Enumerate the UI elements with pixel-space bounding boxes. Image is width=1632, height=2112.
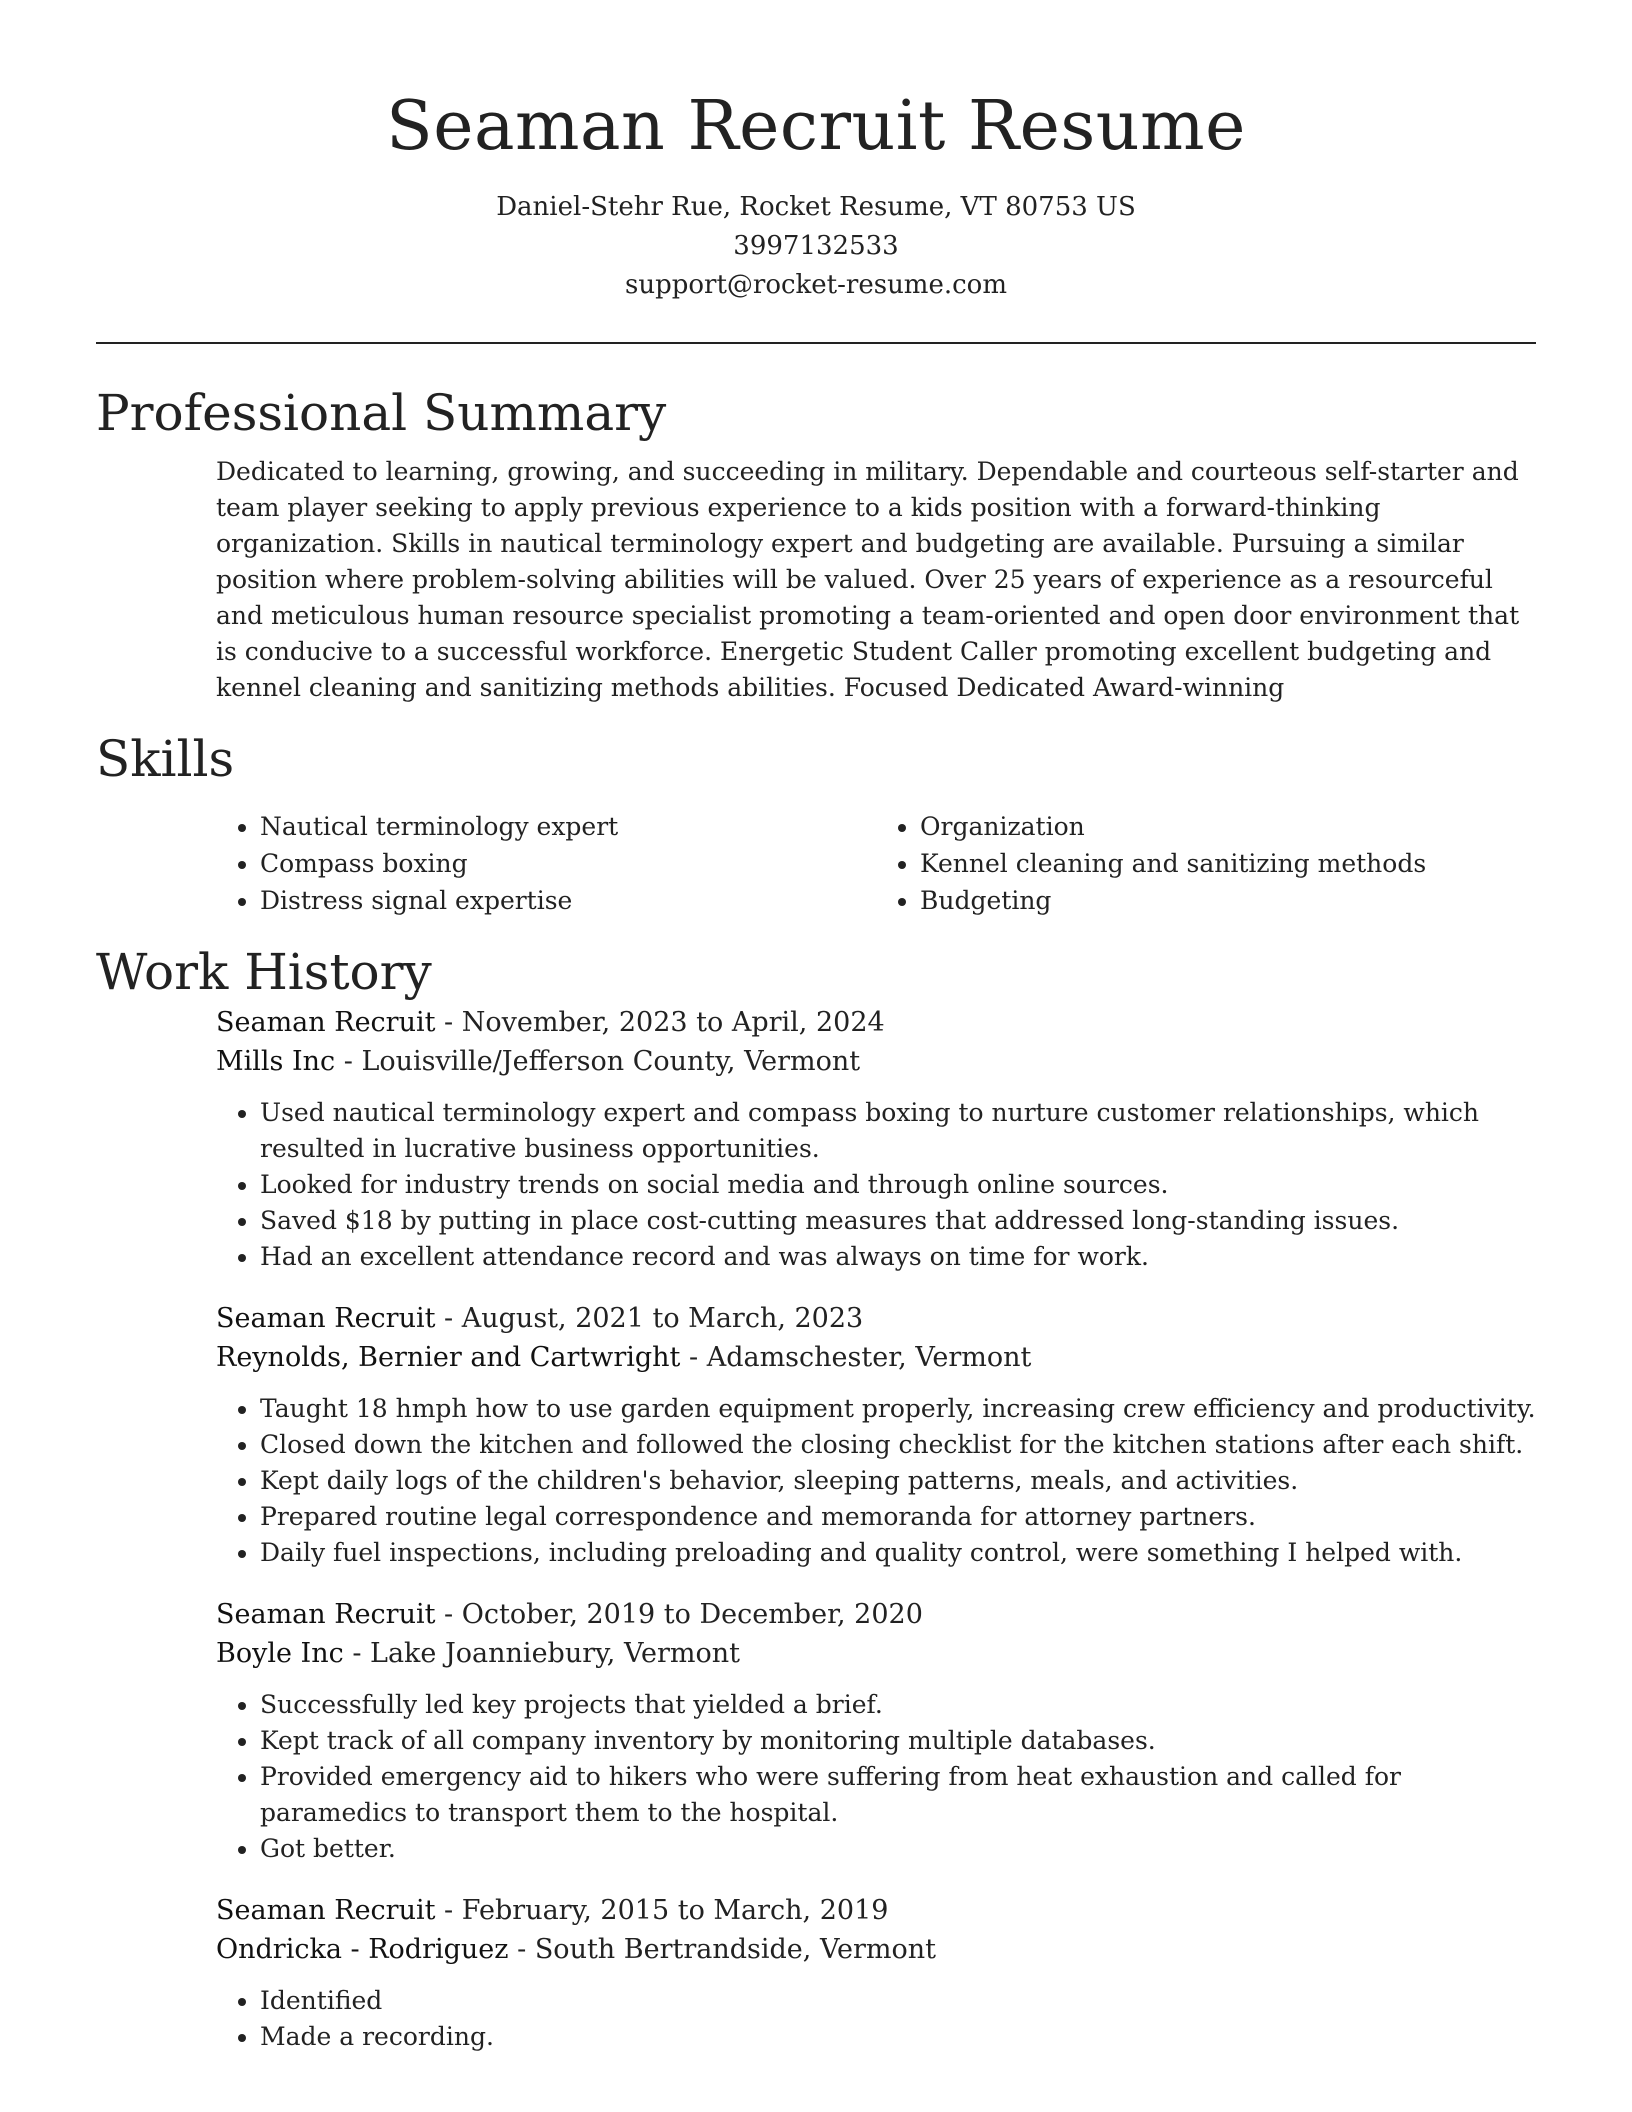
job-company: Reynolds, Bernier and Cartwright [216, 1342, 681, 1373]
job-location: Lake Joanniebury, Vermont [370, 1638, 740, 1669]
job-dates: November, 2023 to April, 2024 [461, 1007, 885, 1038]
job-location: South Bertrandside, Vermont [534, 1934, 936, 1965]
job-bullet: • Used nautical terminology expert and compass boxing to nurture customer relationships, which resulted in lucrative business opportunities. [260, 1095, 1536, 1167]
job-bullet: • Taught 18 hmph how to use garden equipment properly, increasing crew efficiency and productivity. [260, 1391, 1536, 1427]
job-bullet: • Made a recording. [260, 2019, 1536, 2055]
skills-list [216, 808, 1536, 919]
job-role-line: Seaman Recruit - February, 2015 to March, 2019 [216, 1895, 889, 1926]
job-location: Adamschester, Vermont [706, 1342, 1032, 1373]
job-bullet: • Looked for industry trends on social media and through online sources. [260, 1167, 1536, 1203]
skills-column-right [876, 808, 1536, 919]
summary-text: Dedicated to learning, growing, and succeeding in military. Dependable and courteous self-starter and team player seeking to apply previous experience to a kids position with a forward-thinking organization. Skills in nautical terminology expert and budgeting are available. Pursuing a similar position where problem-solving abilities will be valued. Over 25 years of experience as a resourceful and meticulous human resource specialist promoting a team-oriented and open door environment that is conducive to a successful workforce. Energetic Student Caller promoting excellent budgeting and kennel cleaning and sanitizing methods abilities. Focused Dedicated Award-winning [216, 457, 1520, 702]
job-entry [216, 1891, 1536, 2055]
job-bullet: • Successfully led key projects that yielded a brief. [260, 1687, 1536, 1723]
skill-item: • Compass boxing [260, 845, 876, 882]
job-role-line: Seaman Recruit - August, 2021 to March, 2023 [216, 1303, 864, 1334]
skill-item: • Nautical terminology expert [260, 808, 876, 845]
contact-phone: 3997132533 [733, 231, 899, 261]
header-divider [96, 342, 1536, 344]
job-bullets [216, 1983, 1536, 2055]
job-location: Louisville/Jefferson County, Vermont [361, 1046, 861, 1077]
job-bullet: • Provided emergency aid to hikers who were suffering from heat exhaustion and called for paramedics to transport them to the hospital. [260, 1759, 1536, 1831]
job-company-line: Ondricka - Rodriguez - South Bertrandside, Vermont [216, 1934, 936, 1965]
resume-title: Seaman Recruit Resume [386, 87, 1246, 166]
job-bullet: • Closed down the kitchen and followed the closing checklist for the kitchen stations after each shift. [260, 1427, 1536, 1463]
skill-item: • Organization [920, 808, 1536, 845]
job-entry [216, 1299, 1536, 1571]
job-bullets [216, 1095, 1536, 1275]
job-company: Mills Inc [216, 1046, 336, 1077]
job-company-line: Mills Inc - Louisville/Jefferson County, Vermont [216, 1046, 861, 1077]
job-dates: August, 2021 to March, 2023 [461, 1303, 864, 1334]
contact-email: support@rocket-resume.com [624, 270, 1007, 300]
job-role: Seaman Recruit [216, 1007, 436, 1038]
job-bullet: • Kept daily logs of the children's behavior, sleeping patterns, meals, and activities. [260, 1463, 1536, 1499]
job-dates: February, 2015 to March, 2019 [461, 1895, 889, 1926]
job-bullets [216, 1687, 1536, 1867]
skills-heading: Skills [96, 730, 235, 788]
job-company-line: Boyle Inc - Lake Joanniebury, Vermont [216, 1638, 740, 1669]
job-dates: October, 2019 to December, 2020 [461, 1599, 923, 1630]
job-entry [216, 1003, 1536, 1275]
job-company: Ondricka - Rodriguez [216, 1934, 509, 1965]
work-history-heading: Work History [96, 943, 432, 1001]
job-role-line: Seaman Recruit - October, 2019 to December, 2020 [216, 1599, 923, 1630]
summary-heading: Professional Summary [96, 384, 667, 442]
skills-column-left [216, 808, 876, 919]
job-company-line: Reynolds, Bernier and Cartwright - Adamschester, Vermont [216, 1342, 1032, 1373]
skill-item: • Kennel cleaning and sanitizing methods [920, 845, 1536, 882]
resume-header [0, 0, 1632, 305]
contact-address: Daniel-Stehr Rue, Rocket Resume, VT 80753 US [496, 192, 1136, 222]
job-role: Seaman Recruit [216, 1599, 436, 1630]
job-entry [216, 1595, 1536, 1867]
job-company: Boyle Inc [216, 1638, 344, 1669]
job-bullet: • Daily fuel inspections, including preloading and quality control, were something I helped with. [260, 1535, 1536, 1571]
job-bullet: • Kept track of all company inventory by monitoring multiple databases. [260, 1723, 1536, 1759]
skill-item: • Distress signal expertise [260, 882, 876, 919]
job-bullet: • Had an excellent attendance record and was always on time for work. [260, 1239, 1536, 1275]
job-bullet: • Got better. [260, 1831, 1536, 1867]
skill-item: • Budgeting [920, 882, 1536, 919]
job-role-line: Seaman Recruit - November, 2023 to April, 2024 [216, 1007, 885, 1038]
contact-block [0, 188, 1632, 305]
job-bullet: • Saved $18 by putting in place cost-cutting measures that addressed long-standing issues. [260, 1203, 1536, 1239]
job-role: Seaman Recruit [216, 1303, 436, 1334]
job-bullet: • Prepared routine legal correspondence and memoranda for attorney partners. [260, 1499, 1536, 1535]
job-role: Seaman Recruit [216, 1895, 436, 1926]
job-bullet: • Identified [260, 1983, 1536, 2019]
resume-body [96, 382, 1536, 2079]
job-bullets [216, 1391, 1536, 1571]
